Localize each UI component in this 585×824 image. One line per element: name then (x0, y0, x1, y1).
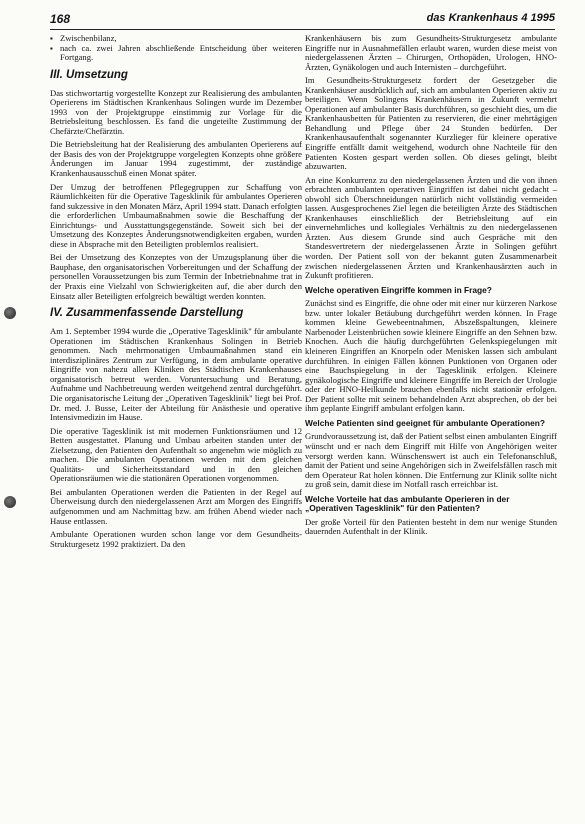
bullet-list (50, 34, 302, 63)
punch-hole (4, 496, 16, 508)
paragraph: Die Betriebsleitung hat der Realisierung des ambulanten Operierens auf der Basis des von der Projektgruppe vorgelegten Konzepts ohne größere Änderungen im Januar 1994 zugestimmt, der zuständige Krankenhausausschuß einen Monat später. (50, 139, 302, 179)
paragraph: Im Gesundheits-Strukturgesetz fordert der Gesetzgeber die Krankenhäuser ausdrücklich auf, sich am ambulanten Operieren aktiv zu beteiligen. Wenn Solingens Krankenhäusern in Zukunft vermehrt Operationen auf ambulanter Basis durchführen, so geschieht dies, um die Krankenhausbetten für Patienten zu reservieren, die einer mehrtägigen Behandlung und Pflege über 24 Stunden bedürfen. Der Krankenhausaufenthalt sogenannter Kurzlieger für kleinere operative Eingriffe entfällt damit weitgehend, wodurch ohne Nachteile für den Patienten Kosten gespart werden sollen. Ob dieses gelingt, bleibt abzuwarten. (305, 75, 557, 172)
paragraph: Die operative Tagesklinik ist mit modernen Funktionsräumen und 12 Betten ausgestattet. Planung und Umbau arbeiten standen unter der Zielsetzung, den Patienten den Aufenthalt so angenehm wie möglich zu machen. Die ambulanten Operationen werden mit dem gleichen Qualitäts- und Sicherheitsstandard und in den gleichen Operationsräumen wie die stationären Operationen vorgenommen. (50, 425, 302, 484)
paragraph: Krankenhäusern bis zum Gesundheits-Strukturgesetz ambulante Eingriffe nur in Ausnahmefällen erlaubt waren, wurden diese meist von niedergelassenen Ärzten – Chirurgen, Orthopäden, Urologen, HNO-Ärzten, Gynäkologen und auch Internisten – durchgeführt. (305, 33, 557, 72)
paragraph: Bei der Umsetzung des Konzeptes von der Umzugsplanung über die Bauphase, den organisatorischen Vorbereitungen und der Schaffung der personellen Voraussetzungen bis zum Termin der Inbetriebnahme trat in der Praxis eine Vielzahl von Schwierigkeiten auf, die aber durch den Einsatz aller Beteiligten erfolgreich bewältigt werden konnten. (50, 252, 302, 301)
paragraph: Der große Vorteil für den Patienten besteht in dem nur wenige Stunden dauernden Aufenthalt in der Klinik. (305, 516, 557, 537)
paragraph: Zunächst sind es Eingriffe, die ohne oder mit einer nur kürzeren Narkose bzw. unter lokaler Betäubung durchgeführt werden können. In Frage kommen kleine Gewebeentnahmen, Abszeßspaltungen, kleinere Narbenoder Leistenbrüchen sowie kleinere Eingriffe an den Sehnen bzw. Knochen. Auch die häufig durchgeführten Gelenkspiegelungen mit kleineren Eingriffen an Knorpeln oder Menisken lassen sich ambulant durchführen. In einigen Fällen können Punktionen von Organen oder eine Bauchspiegelung in der Tagesklinik erfolgen. Kleinere gynäkologische Eingriffe und kleinere Eingriffe im Bereich der Urologie oder der HNO-Heilkunde brauchen ebenfalls nicht stationär erfolgen. Der Patient sollte mit seinem behandelnden Arzt absprechen, ob der bei ihm geplante Eingriff ambulant erfolgen kann. (305, 298, 557, 414)
question-heading: Welche Patienten sind geeignet für ambulante Operationen? (305, 417, 545, 428)
paragraph: An eine Konkurrenz zu den niedergelassenen Ärzten und die von ihnen erbrachten ambulanten operativen Eingriffen ist dabei nicht gedacht – obwohl sich Überschneidungen natürlich nicht vollständig vermeiden lassen. Ausgesprochenes Ziel legen die beteiligten Ärzte des Städtischen Krankenhauses einschließlich der Betriebsleitung auf ein einvernehmliches und kollegiales Verhältnis zu den niedergelassenen Ärzten. Aus diesem Grunde sind auch Gespräche mit den Standesvertretern der niedergelassenen Ärzte in Solingen geführt worden. Der Patient soll von der bekannt guten Zusammenarbeit zwischen niedergelassenen Ärzten und Krankenhausärzten auch in Zukunft profitieren. (305, 174, 557, 281)
section-heading: IV. Zusammenfassende Darstellung (50, 307, 244, 320)
left-column (50, 34, 302, 553)
right-column (305, 34, 557, 541)
list-item: ▪ Zwischenbilanz, (50, 34, 302, 44)
paragraph: Ambulante Operationen wurden schon lange vor dem Gesundheits-Strukturgesetz 1992 praktiziert. Da den (50, 529, 302, 549)
question-heading: Welche Vorteile hat das ambulante Operieren in der „Operativen Tagesklinik" für den Patienten? (305, 493, 510, 514)
paragraph: Bei ambulanten Operationen werden die Patienten in der Regel auf Überweisung durch den niedergelassenen Arzt am Morgen des Eingriffs aufgenommen und am Nachmittag bzw. am frühen Abend wieder nach Hause entlassen. (50, 486, 302, 526)
paragraph: Das stichwortartig vorgestellte Konzept zur Realisierung des ambulanten Operierens im Städtischen Krankenhaus Solingen wurde im Dezember 1993 von der Projektgruppe einstimmig zur Vorlage für die Betriebsleitung beschlossen. Es fand die ungeteilte Zustimmung der Chefärzte/Chefärztin. (50, 87, 302, 136)
header-rule (50, 29, 555, 30)
running-header (50, 12, 555, 28)
punch-hole (4, 307, 16, 319)
paragraph: Am 1. September 1994 wurde die „Operative Tagesklinik" für ambulante Operationen im Städtischen Krankenhaus Solingen in Betrieb genommen. Nach mehrmonatigen Umbaumaßnahmen stand ein interdisziplinäres Zentrum zur Verfügung, in dem ambulante operative Eingriffe von nahezu allen Kliniken des Städtischen Krankenhauses organisatorisch betreut werden. Voruntersuchung und Beratung, Aufnahme und Nachbetreuung werden weitgehend zentral durchgeführt. Die organisatorische Leitung der „Operativen Tagesklinik" liegt bei Prof. Dr. med. J. Busse, Leiter der Abteilung für Anästhesie und operative Intensivmedizin im Hause. (50, 326, 302, 423)
section-heading: III. Umsetzung (50, 68, 128, 81)
paragraph: Grundvoraussetzung ist, daß der Patient selbst einen ambulanten Eingriff wünscht und er nach dem Eingriff mit Hilfe von Angehörigen weiter versorgt werden kann. Wünschenswert ist auch ein Telefonanschluß, damit der Patient und seine Angehörigen sich in Zweifelsfällen rasch mit dem Operateur Rat holen können. Die Entfernung zur Klinik sollte nicht zu groß sein, damit diese im Notfall rasch erreichbar ist. (305, 431, 557, 490)
paragraph: Der Umzug der betroffenen Pflegegruppen zur Schaffung von Räumlichkeiten für die Operative Tagesklinik für ambulantes Operieren fand sukzessive in den Monaten März, April 1994 statt. Danach erfolgten die erforderlichen Umbaumaßnahmen sowie die Beschaffung der Einrichtungs- und Ausstattungsgegenstände. Soweit sich bei der Umsetzung des Konzeptes Änderungsnotwendigkeiten ergaben, wurden diese in Absprache mit den Beteiligten problemlos realisiert. (50, 181, 303, 249)
question-heading: Welche operativen Eingriffe kommen in Frage? (305, 284, 492, 295)
list-item: ▪ nach ca. zwei Jahren abschließende Entscheidung über weiteren Fortgang. (50, 44, 302, 63)
journal-title: das Krankenhaus 4 1995 (426, 12, 555, 24)
page-number: 168 (50, 12, 71, 26)
